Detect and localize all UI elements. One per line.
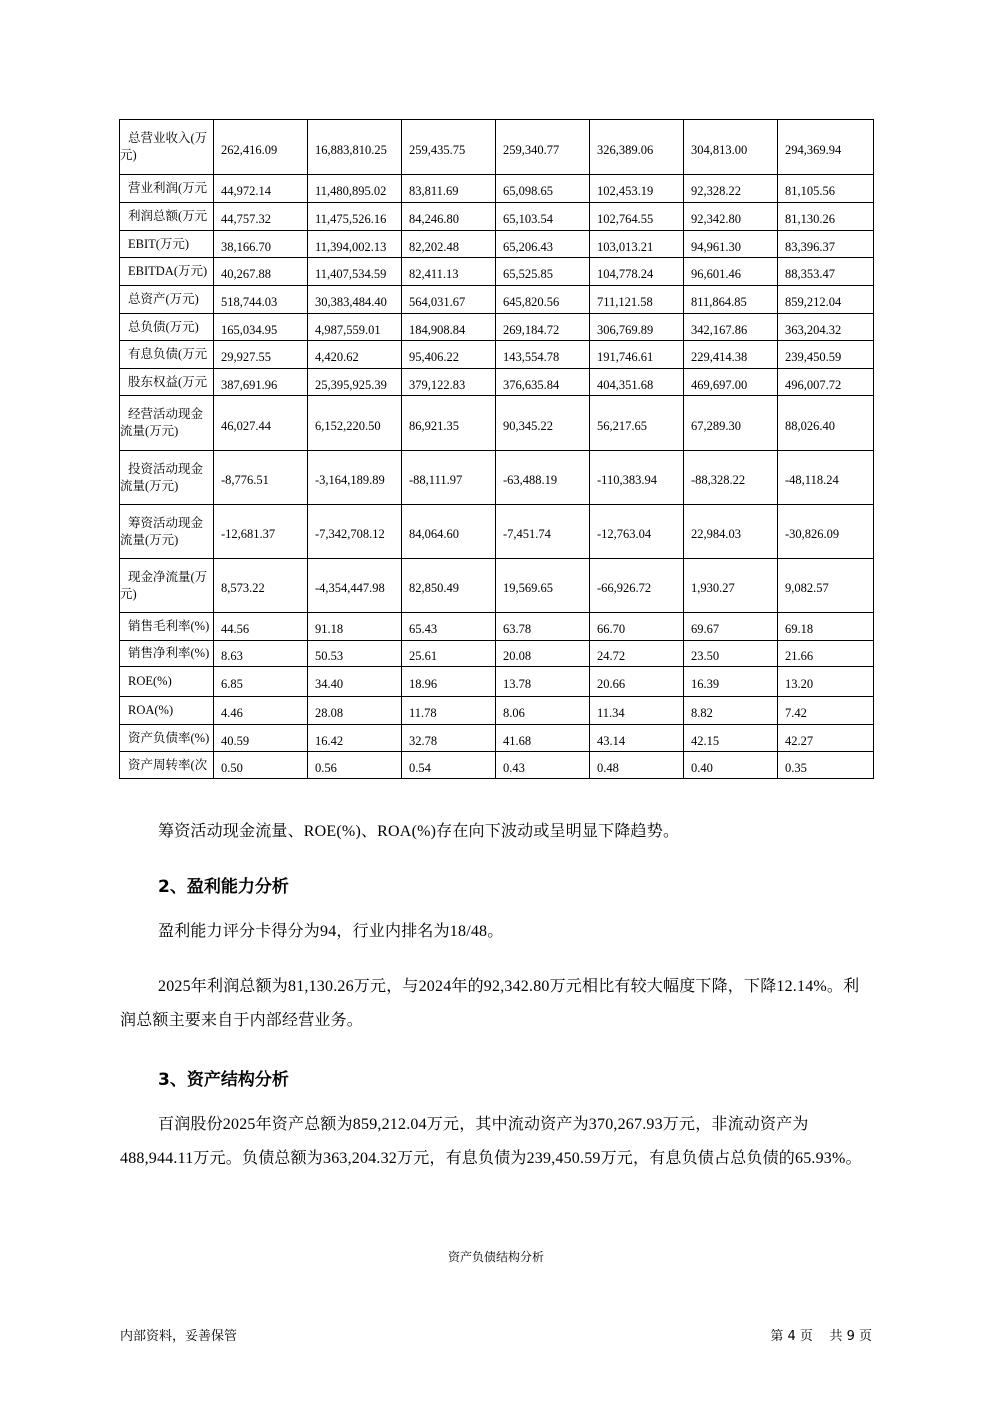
- row-label: [120, 559, 214, 613]
- table-row: [120, 231, 874, 258]
- table-cell: 0.43: [496, 752, 590, 779]
- table-cell: 88,026.40: [778, 396, 874, 451]
- figure-caption: 资产负债结构分析: [447, 1250, 544, 1264]
- table-cell: 32.78: [402, 725, 496, 752]
- row-label-line: 流量(万元): [120, 478, 179, 493]
- footer-page-number: 第 4 页 共 9 页: [770, 1329, 872, 1344]
- footer-confidential-note: 内部资料，妥善保管: [120, 1329, 238, 1344]
- table-row: [120, 286, 874, 314]
- table-cell: 30,383,484.40: [308, 286, 402, 314]
- table-cell: 56,217.65: [590, 396, 684, 451]
- table-cell: 24.72: [590, 641, 684, 667]
- table-cell: 22,984.03: [684, 505, 778, 559]
- financial-indicators-table: [119, 119, 874, 779]
- table-cell: 92,328.22: [684, 175, 778, 203]
- table-row: [120, 667, 874, 697]
- table-cell: 4.46: [214, 697, 308, 725]
- row-label-line: 流量(万元): [120, 424, 179, 438]
- table-cell: 84,064.60: [402, 505, 496, 559]
- table-row: [120, 559, 874, 613]
- table-row: [120, 641, 874, 667]
- table-cell: 23.50: [684, 641, 778, 667]
- table-cell: 16.39: [684, 667, 778, 697]
- table-cell: 8.63: [214, 641, 308, 667]
- table-row: [120, 697, 874, 725]
- table-cell: 326,389.06: [590, 120, 684, 175]
- table-cell: 44,757.32: [214, 203, 308, 231]
- table-cell: 4,420.62: [308, 341, 402, 369]
- row-label-line: 利润总额(万元: [128, 209, 208, 223]
- table-cell: 65,206.43: [496, 231, 590, 258]
- row-label-line: ROE(%): [128, 674, 172, 688]
- table-row: [120, 396, 874, 451]
- table-cell: 259,435.75: [402, 120, 496, 175]
- table-cell: -4,354,447.98: [308, 559, 402, 613]
- table-cell: 38,166.70: [214, 231, 308, 258]
- row-label-line: 经营活动现金: [128, 407, 204, 421]
- table-cell: 8,573.22: [214, 559, 308, 613]
- section-heading-profitability: 2、盈利能力分析: [158, 877, 289, 897]
- row-label: [120, 341, 214, 369]
- table-cell: 239,450.59: [778, 341, 874, 369]
- row-label: [120, 505, 214, 559]
- table-cell: 82,202.48: [402, 231, 496, 258]
- table-cell: 143,554.78: [496, 341, 590, 369]
- table-cell: 13.20: [778, 667, 874, 697]
- row-label-line: 流量(万元): [120, 532, 179, 547]
- table-cell: 496,007.72: [778, 369, 874, 396]
- table-cell: 6.85: [214, 667, 308, 697]
- table-cell: 469,697.00: [684, 369, 778, 396]
- table-cell: -63,488.19: [496, 451, 590, 505]
- profitability-score-text: 盈利能力评分卡得分为94，行业内排名为18/48。: [158, 923, 504, 940]
- row-label: [120, 286, 214, 314]
- table-cell: 40.59: [214, 725, 308, 752]
- table-cell: 42.15: [684, 725, 778, 752]
- row-label-line: 现金净流量(万: [128, 569, 208, 584]
- table-cell: 16,883,810.25: [308, 120, 402, 175]
- table-cell: 11.78: [402, 697, 496, 725]
- table-cell: 306,769.89: [590, 314, 684, 341]
- row-label-line: ROA(%): [128, 703, 174, 717]
- table-cell: 11,480,895.02: [308, 175, 402, 203]
- table-cell: 645,820.56: [496, 286, 590, 314]
- row-label-line: 投资活动现金: [128, 461, 204, 476]
- table-cell: 40,267.88: [214, 258, 308, 286]
- table-cell: 20.08: [496, 641, 590, 667]
- table-cell: 96,601.46: [684, 258, 778, 286]
- table-cell: 65,098.65: [496, 175, 590, 203]
- table-row: [120, 203, 874, 231]
- table-cell: 67,289.30: [684, 396, 778, 451]
- table-cell: 69.18: [778, 613, 874, 641]
- table-cell: 44.56: [214, 613, 308, 641]
- row-label: [120, 697, 214, 725]
- table-cell: 294,369.94: [778, 120, 874, 175]
- table-cell: 69.67: [684, 613, 778, 641]
- table-cell: 92,342.80: [684, 203, 778, 231]
- table-cell: 41.68: [496, 725, 590, 752]
- table-cell: 34.40: [308, 667, 402, 697]
- table-cell: -110,383.94: [590, 451, 684, 505]
- table-cell: 103,013.21: [590, 231, 684, 258]
- table-cell: 11,475,526.16: [308, 203, 402, 231]
- table-cell: 9,082.57: [778, 559, 874, 613]
- table-cell: 387,691.96: [214, 369, 308, 396]
- row-label-line: 资产周转率(次: [128, 757, 208, 772]
- row-label: [120, 314, 214, 341]
- profitability-detail-text: 2025年利润总额为81,130.26万元，与2024年的92,342.80万元相比有较大幅度下降，下降12.14%。利润总额主要来自于内部经营业务。: [120, 978, 860, 1029]
- row-label-line: EBITDA(万元): [128, 264, 208, 278]
- table-cell: 1,930.27: [684, 559, 778, 613]
- table-cell: 404,351.68: [590, 369, 684, 396]
- row-label: [120, 120, 214, 175]
- row-label: [120, 613, 214, 641]
- table-cell: 65,103.54: [496, 203, 590, 231]
- asset-structure-detail-text: 百润股份2025年资产总额为859,212.04万元，其中流动资产为370,267.93万元，非流动资产为488,944.11万元。负债总额为363,204.32万元，有息负债为239,450.59万元，有息负债占总负债的65.93%。: [120, 1116, 862, 1167]
- table-row: [120, 341, 874, 369]
- table-cell: 229,414.38: [684, 341, 778, 369]
- row-label-line: EBIT(万元): [128, 236, 190, 251]
- table-cell: 81,105.56: [778, 175, 874, 203]
- table-cell: 304,813.00: [684, 120, 778, 175]
- row-label-line: 股东权益(万元: [128, 374, 208, 389]
- row-label: [120, 175, 214, 203]
- table-cell: 711,121.58: [590, 286, 684, 314]
- table-cell: -66,926.72: [590, 559, 684, 613]
- table-row: [120, 314, 874, 341]
- row-label-line: 元): [120, 148, 137, 162]
- table-cell: 102,764.55: [590, 203, 684, 231]
- table-cell: 0.35: [778, 752, 874, 779]
- table-cell: 0.54: [402, 752, 496, 779]
- table-cell: 104,778.24: [590, 258, 684, 286]
- table-cell: 165,034.95: [214, 314, 308, 341]
- table-cell: -12,681.37: [214, 505, 308, 559]
- table-cell: 0.40: [684, 752, 778, 779]
- table-cell: 11,394,002.13: [308, 231, 402, 258]
- row-label: [120, 258, 214, 286]
- row-label: [120, 203, 214, 231]
- table-cell: 82,850.49: [402, 559, 496, 613]
- table-cell: -88,328.22: [684, 451, 778, 505]
- table-cell: 86,921.35: [402, 396, 496, 451]
- table-cell: 50.53: [308, 641, 402, 667]
- table-cell: -88,111.97: [402, 451, 496, 505]
- table-cell: 25,395,925.39: [308, 369, 402, 396]
- row-label: [120, 725, 214, 752]
- table-cell: 379,122.83: [402, 369, 496, 396]
- table-cell: 63.78: [496, 613, 590, 641]
- table-cell: 11.34: [590, 697, 684, 725]
- table-row: [120, 505, 874, 559]
- table-cell: 95,406.22: [402, 341, 496, 369]
- table-cell: 83,396.37: [778, 231, 874, 258]
- table-cell: -7,342,708.12: [308, 505, 402, 559]
- table-cell: -12,763.04: [590, 505, 684, 559]
- table-cell: 0.48: [590, 752, 684, 779]
- table-cell: 4,987,559.01: [308, 314, 402, 341]
- table-cell: 90,345.22: [496, 396, 590, 451]
- table-cell: 363,204.32: [778, 314, 874, 341]
- row-label: [120, 641, 214, 667]
- row-label: [120, 369, 214, 396]
- table-cell: 29,927.55: [214, 341, 308, 369]
- table-cell: 84,246.80: [402, 203, 496, 231]
- table-cell: 28.08: [308, 697, 402, 725]
- row-label-line: 总营业收入(万: [128, 131, 208, 145]
- row-label: [120, 231, 214, 258]
- table-cell: 81,130.26: [778, 203, 874, 231]
- table-row: [120, 451, 874, 505]
- row-label-line: 筹资活动现金: [128, 515, 204, 530]
- table-cell: -30,826.09: [778, 505, 874, 559]
- table-cell: 342,167.86: [684, 314, 778, 341]
- table-cell: 269,184.72: [496, 314, 590, 341]
- table-cell: 518,744.03: [214, 286, 308, 314]
- trend-note: 筹资活动现金流量、ROE(%)、ROA(%)存在向下波动或呈明显下降趋势。: [158, 823, 680, 840]
- row-label-line: 资产负债率(%): [128, 730, 210, 745]
- table-cell: 65.43: [402, 613, 496, 641]
- row-label-line: 有息负债(万元: [128, 347, 208, 361]
- row-label: [120, 396, 214, 451]
- table-cell: 0.56: [308, 752, 402, 779]
- table-cell: 6,152,220.50: [308, 396, 402, 451]
- table-cell: 0.50: [214, 752, 308, 779]
- table-cell: 65,525.85: [496, 258, 590, 286]
- table-cell: 184,908.84: [402, 314, 496, 341]
- table-row: [120, 613, 874, 641]
- row-label: [120, 752, 214, 779]
- section-heading-asset-structure: 3、资产结构分析: [158, 1070, 289, 1090]
- table-cell: 376,635.84: [496, 369, 590, 396]
- table-cell: 42.27: [778, 725, 874, 752]
- table-row: [120, 175, 874, 203]
- table-cell: 8.82: [684, 697, 778, 725]
- table-cell: 811,864.85: [684, 286, 778, 314]
- table-cell: 91.18: [308, 613, 402, 641]
- table-cell: 16.42: [308, 725, 402, 752]
- table-cell: 262,416.09: [214, 120, 308, 175]
- table-row: [120, 120, 874, 175]
- row-label-line: 元): [120, 586, 137, 601]
- table-cell: 7.42: [778, 697, 874, 725]
- table-cell: 564,031.67: [402, 286, 496, 314]
- table-cell: 19,569.65: [496, 559, 590, 613]
- table-cell: -7,451.74: [496, 505, 590, 559]
- row-label: [120, 667, 214, 697]
- row-label: [120, 451, 214, 505]
- table-cell: 88,353.47: [778, 258, 874, 286]
- table-cell: 94,961.30: [684, 231, 778, 258]
- table-row: [120, 369, 874, 396]
- row-label-line: 销售净利率(%): [128, 646, 210, 660]
- table-cell: 82,411.13: [402, 258, 496, 286]
- table-cell: 13.78: [496, 667, 590, 697]
- table-cell: 66.70: [590, 613, 684, 641]
- table-body: [120, 120, 874, 779]
- table-cell: 44,972.14: [214, 175, 308, 203]
- table-cell: 259,340.77: [496, 120, 590, 175]
- table-cell: 25.61: [402, 641, 496, 667]
- table-cell: 83,811.69: [402, 175, 496, 203]
- table-cell: -8,776.51: [214, 451, 308, 505]
- row-label-line: 总负债(万元): [128, 319, 199, 334]
- table-cell: 43.14: [590, 725, 684, 752]
- table-cell: 21.66: [778, 641, 874, 667]
- table-cell: -48,118.24: [778, 451, 874, 505]
- table-cell: 8.06: [496, 697, 590, 725]
- table-cell: 18.96: [402, 667, 496, 697]
- table-cell: -3,164,189.89: [308, 451, 402, 505]
- table-cell: 102,453.19: [590, 175, 684, 203]
- row-label-line: 总资产(万元): [128, 292, 199, 306]
- table-row: [120, 725, 874, 752]
- table-row: [120, 752, 874, 779]
- table-cell: 11,407,534.59: [308, 258, 402, 286]
- table-cell: 191,746.61: [590, 341, 684, 369]
- table-cell: 20.66: [590, 667, 684, 697]
- table-cell: 859,212.04: [778, 286, 874, 314]
- table-row: [120, 258, 874, 286]
- row-label-line: 销售毛利率(%): [128, 619, 210, 633]
- table-cell: 46,027.44: [214, 396, 308, 451]
- row-label-line: 营业利润(万元: [128, 181, 208, 195]
